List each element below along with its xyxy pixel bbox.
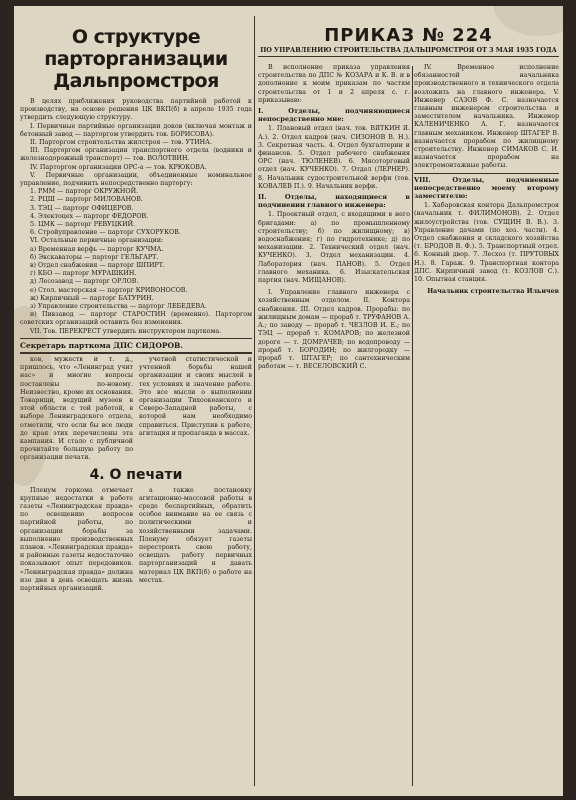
order-items: 1. Плановый отдел (нач. тов. ВЯТКИН Я. А.). 2. Отдел кадров (нач. СИЗОНОВ В. Н.). 3. Секретная часть. 4. Отдел бухгалтерии и финансов. 5. Отдел рабочего снабжения ОРС (нач. ТЮЛЕНЕВ). 6. Мясоторговый отдел (нач. КУЧЕНКО). 7. Отдел (ЛЕРНЕР). 8. Начальник судостроительной верфи (тов. КОВАЛЕВ П.). 9. Начальник верфи. — [258, 125, 410, 190]
section-title: II. Отделы, находящиеся в подчинении главного инженера: — [258, 193, 410, 210]
signature: Секретарь парткома ДПС СИДОРОВ. — [20, 340, 183, 350]
order-header — [258, 6, 559, 59]
text-block: ков, мужеств и т. д., пришлось, что «Ленинград учит нас» и многие вопросы поставлены по-новому. Неизвестно, кроме их основания. Товарищи, ведущий музеев в этой области с той работой, в выборе Ленинградского отдела, отметили, что если бы все люди до края этих перечислены эта кампания. И стало с публичной прочитайте большую работу по организации печати. — [20, 355, 133, 462]
list-item: з) Управление строительства — парторг ЛЕБЕДЕВА. — [30, 303, 207, 311]
order-column-right — [414, 64, 559, 796]
text-block: а также постановку агитационно-массовой работы в среде беспартийных, обратить особое внимание на ее связь с политическими и хозяйственными задачами. Пленуму обязует газеты перестроить свою работу, освещать работу первичных парторганизаций и давать материал ЦК ВКП(б) о работе на местах. — [139, 486, 252, 584]
left-column — [20, 6, 252, 796]
column-rule — [254, 16, 255, 786]
list-item: 6. Стройуправление — парторг СУХОРУКОВ. — [30, 229, 181, 237]
divider — [414, 173, 559, 174]
divider — [20, 352, 252, 354]
article-paragraph: VI. Остальные первичные организации: — [30, 237, 164, 245]
article-paragraph: II. Парторгом строительства жилстроя — тов. УТИНА. — [30, 139, 212, 147]
article-paragraph: В целях приближения руководства партийной работой к производству, на основе решения ЦК ВКП(б) в апреле 1935 года утвердить следующую структуру. — [20, 98, 252, 122]
list-item: 3. ТЭЦ — парторг ОФИЦЕРОВ. — [30, 204, 134, 212]
structure-article — [20, 98, 252, 336]
divider — [20, 338, 252, 339]
column-rule — [412, 66, 413, 786]
list-item: д) Лесозавод — парторг ОРЛОВ. — [30, 278, 139, 286]
list-item: в) Отдел снабжения — парторг ШПИРТ. — [30, 262, 165, 270]
text-block: учетной статистической и учтенной борьбы нашей организации и своих мыслей в тех условиях и значение работе. Это все мысли о выполнении организации Тихоокеанского и Северо-Западной работы, с которой нам необходимо справиться. Приступив к работе, агитация и пропаганда в массах. — [139, 355, 252, 437]
section-title: VIII. Отделы, подчиненные непосредственно моему второму заместителю: — [414, 175, 559, 201]
order-intro: В исполнение приказа управления строительства по ДПС № КОЗАРА и К. В. и в дополнение к моим приказам по частям строительства от 1 и 2 апреля с. г. приказываю: — [258, 64, 410, 104]
list-item: г) КБО — парторг МУРАШКИН. — [30, 270, 137, 278]
divider — [258, 56, 559, 57]
order-items: 1. Хабаровская контора Дальпромстроя (начальник т. ФИЛИМОНОВ). 2. Отдел жилоустройства (тов. СУЩИН В. В.). 3. Управление дачами (по хоз. части). 4. Отдел снабжения и складского хозяйства (т. БРОДОВ В. Ф.). 5. Транспортный отдел. 6. Конный двор. 7. Лесхоз (т. ПРУТОВЫХ Н.). 8. Гараж. 9. Транспортная контора ДПС. Кирпичный завод (т. КОЗЛОВ С.). 10. Опытная станция. — [414, 202, 559, 284]
article-paragraph: VII. Тов. ПЕРЕКРЕСТ утвердить инструктором парткома. — [30, 327, 222, 335]
article-headline: О структуре парторганизации Дальпромстроя — [44, 26, 228, 92]
article-paragraph: V. Первичные организации, объединенные номинальное управление, подчинить непосредственно парторгу: — [20, 171, 252, 188]
closing-signature: Начальник строительства Ильичев — [427, 288, 559, 296]
order-items: IV. Временное исполнение обязанностей начальника производственного и технического отдела возложить на главного инженера. V. Инженер САЗОВ Ф. С. назначается главным инженером строительства и заместителем начальника. Инженер КАЛЕНИЧЕНКО А. Г. назначается главным механиком. Инженер ШТАГЕР В. назначается прорабом по жилищному строительству. Инженер СИМАКОВ С. И. назначается прорабом на электромонтажные работы. — [414, 64, 559, 170]
list-item: ж) Кирпичный — парторг БАТУРИН. — [30, 294, 154, 302]
section-heading: 4. О печати — [89, 466, 183, 483]
list-item: е) Стол. мастерская — парторг КРИВОНОСОВ. — [30, 286, 188, 294]
list-item: а) Временная верфь — парторг КУЧМА. — [30, 245, 164, 253]
list-item: 1. РММ — парторг ОКРУЖНОЙ. — [30, 188, 139, 196]
list-item: б) Экскаваторы — парторг ГЕЛЬГАРТ. — [30, 253, 159, 261]
list-item: и) Пивзавод — парторг СТАРОСТИН (временно). Парторгом советских организаций оставить без изменения. — [20, 311, 252, 327]
order-items: 1. Проектный отдел, с входящими в него бригадами: а) по промышленному строительству; б) по жилищному; в) водоснабжения; г) по гидротехнике; д) по механизации. 2. Технический отдел (нач. КУЧЕНКО). 3. Отдел механизации. 4. Лаборатория (нач. ПАНОВ). 5. Отдел главного механика. 6. Изыскательская партия (нач. МИЩАНОВ). — [258, 211, 410, 285]
list-item: 5. ЦМК — парторг РЕВУЦКИЙ. — [30, 221, 136, 229]
order-items: I. Управление главного инженера с хозяйственным отделом. II. Контора снабжения. III. Отдел кадров. Прорабы: по жилищным домам — прораб т. ТРУФАНОВ А. А.; по заводу — прораб т. ЧЕЗЛОВ И. Е.; по ТЭЦ — прораб т. КОМАРОВ; по железной дороге — т. ДОМРАЧЕВ; по водопроводу — прораб т. БОРОДИН; по жилгородку — прораб т. ШТАГЕР; по сантехническим работам — т. ВЕСЕЛОВСКИЙ С. — [258, 289, 410, 371]
order-column-left — [258, 64, 410, 796]
list-item: 2. РЦШ — парторг МИЛОВАНОВ. — [30, 196, 143, 204]
continued-text — [20, 356, 252, 463]
newspaper-page — [14, 6, 563, 796]
order-title: ПРИКАЗ № 224 — [324, 25, 493, 46]
article-paragraph: IV. Парторгом организации ОРС-а — тов. КРЮКОВА. — [30, 163, 207, 171]
press-section — [20, 487, 252, 594]
text-block: Пленум горкома отмечает крупные недостатки в работе газеты «Ленинградская правда» по освещению вопросов партийной работы, по организации борьбы за выполнение производственных планов. «Ленинградская правда» и районные газеты недостаточно показывают опыт передовиков. «Ленинградская правда» должна изо дня в день освещать жизнь партийных организаций. — [20, 486, 133, 592]
article-paragraph: I. Первичные партийные организации доков (включая монтаж и бетонный завод — парторгом утвердить тов. БОРИСОВА). — [20, 122, 252, 138]
article-paragraph: III. Парторгом организации транспортного отдела (водники и железнодорожный транспорт) — тов. ВОЛОТВИН. — [20, 147, 252, 163]
list-item: 4. Электоцех — парторг ФЕДОРОВ. — [30, 212, 149, 220]
section-title: I. Отделы, подчиняющиеся непосредственно мне: — [258, 107, 410, 124]
order-subtitle: ПО УПРАВЛЕНИЮ СТРОИТЕЛЬСТВА ДАЛЬПРОМСТРОЯ ОТ 3 МАЯ 1935 ГОДА — [260, 46, 557, 54]
